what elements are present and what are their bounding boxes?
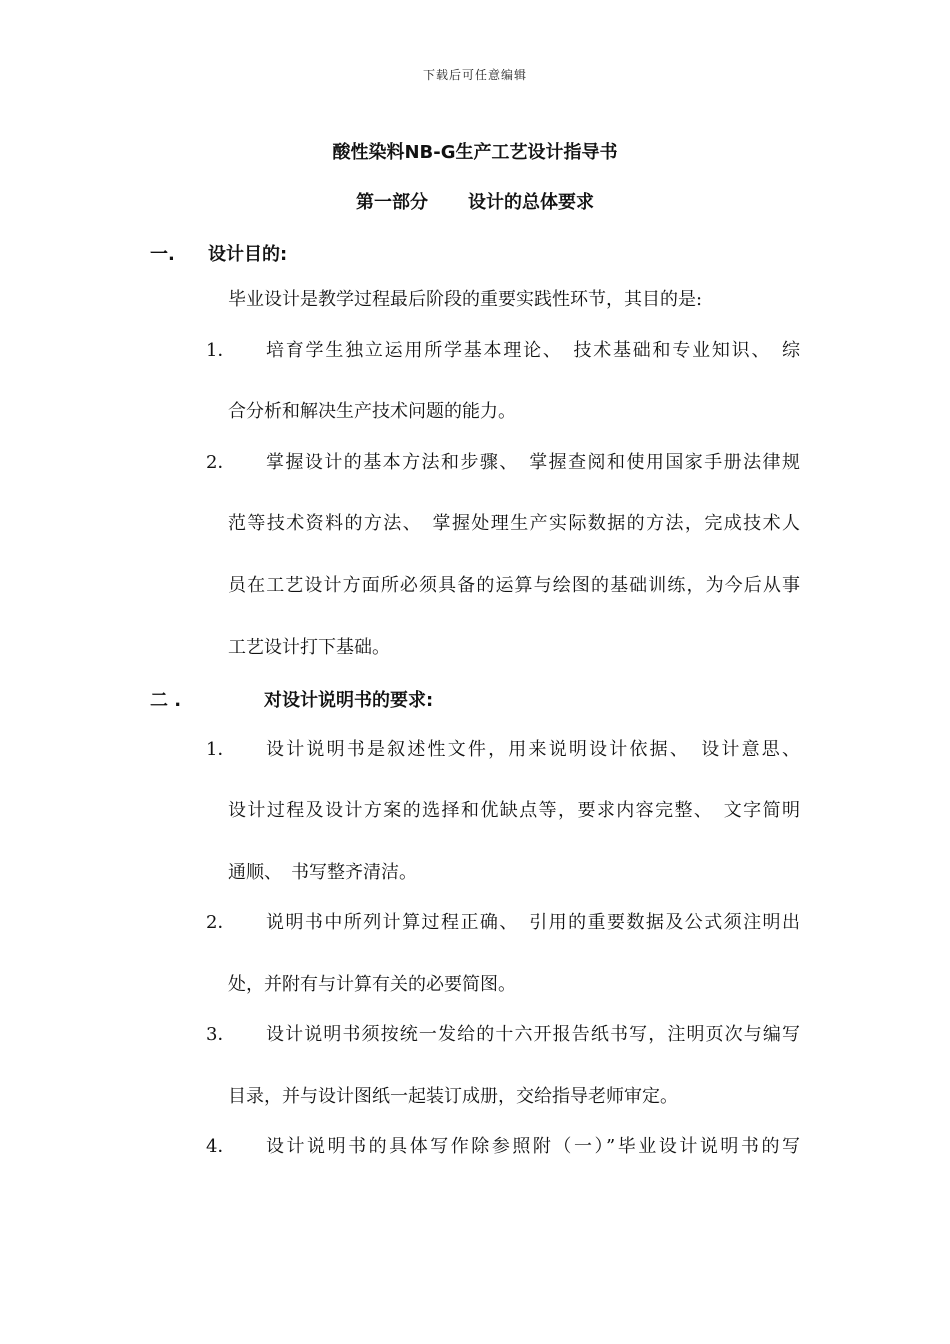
list-item-line: 通顺、 书写整齐清洁。 [228, 862, 417, 883]
list-item-line: 设计过程及设计方案的选择和优缺点等，要求内容完整、 文字简明 [228, 800, 800, 821]
section-title: 设计目的: [208, 244, 288, 265]
list-item-line: 合分析和解决生产技术问题的能力。 [228, 401, 516, 422]
part-title [0, 188, 950, 214]
list-item-number: 1． [206, 340, 236, 361]
list-item-number: 2． [206, 452, 236, 473]
section-intro: 毕业设计是教学过程最后阶段的重要实践性环节，其目的是: [228, 289, 703, 310]
list-item-line: 目录，并与设计图纸一起装订成册，交给指导老师审定。 [228, 1086, 678, 1107]
list-item-line: 员在工艺设计方面所必须具备的运算与绘图的基础训练，为今后从事 [228, 575, 800, 596]
list-item-line: 设计说明书须按统一发给的十六开报告纸书写，注明页次与编写 [266, 1024, 800, 1045]
part-label: 第一部分 [356, 192, 428, 213]
page-header-note: 下载后可任意编辑 [422, 68, 527, 82]
list-item-line: 工艺设计打下基础。 [228, 637, 390, 658]
list-item-number: 4． [206, 1136, 236, 1157]
list-item-line: 设计说明书是叙述性文件，用来说明设计依据、 设计意思、 [266, 739, 800, 760]
part-subtitle: 设计的总体要求 [468, 192, 594, 213]
list-item-line: 培育学生独立运用所学基本理论、 技术基础和专业知识、 综 [266, 340, 800, 361]
list-item-number: 2． [206, 912, 236, 933]
section-number: 二 . [150, 690, 182, 711]
list-item-line: 说明书中所列计算过程正确、 引用的重要数据及公式须注明出 [266, 912, 800, 933]
list-item-line: 范等技术资料的方法、 掌握处理生产实际数据的方法，完成技术人 [228, 513, 800, 534]
section-number: 一. [150, 244, 175, 265]
section-title: 对设计说明书的要求: [264, 690, 434, 711]
list-item-number: 1． [206, 739, 236, 760]
document-title: 酸性染料NB-G生产工艺设计指导书 [332, 142, 618, 163]
list-item-line: 处，并附有与计算有关的必要简图。 [228, 974, 516, 995]
list-item-line: 设计说明书的具体写作除参照附（一）”毕业设计说明书的写 [266, 1136, 800, 1157]
list-item-number: 3． [206, 1024, 236, 1045]
list-item-line: 掌握设计的基本方法和步骤、 掌握查阅和使用国家手册法律规 [266, 452, 800, 473]
